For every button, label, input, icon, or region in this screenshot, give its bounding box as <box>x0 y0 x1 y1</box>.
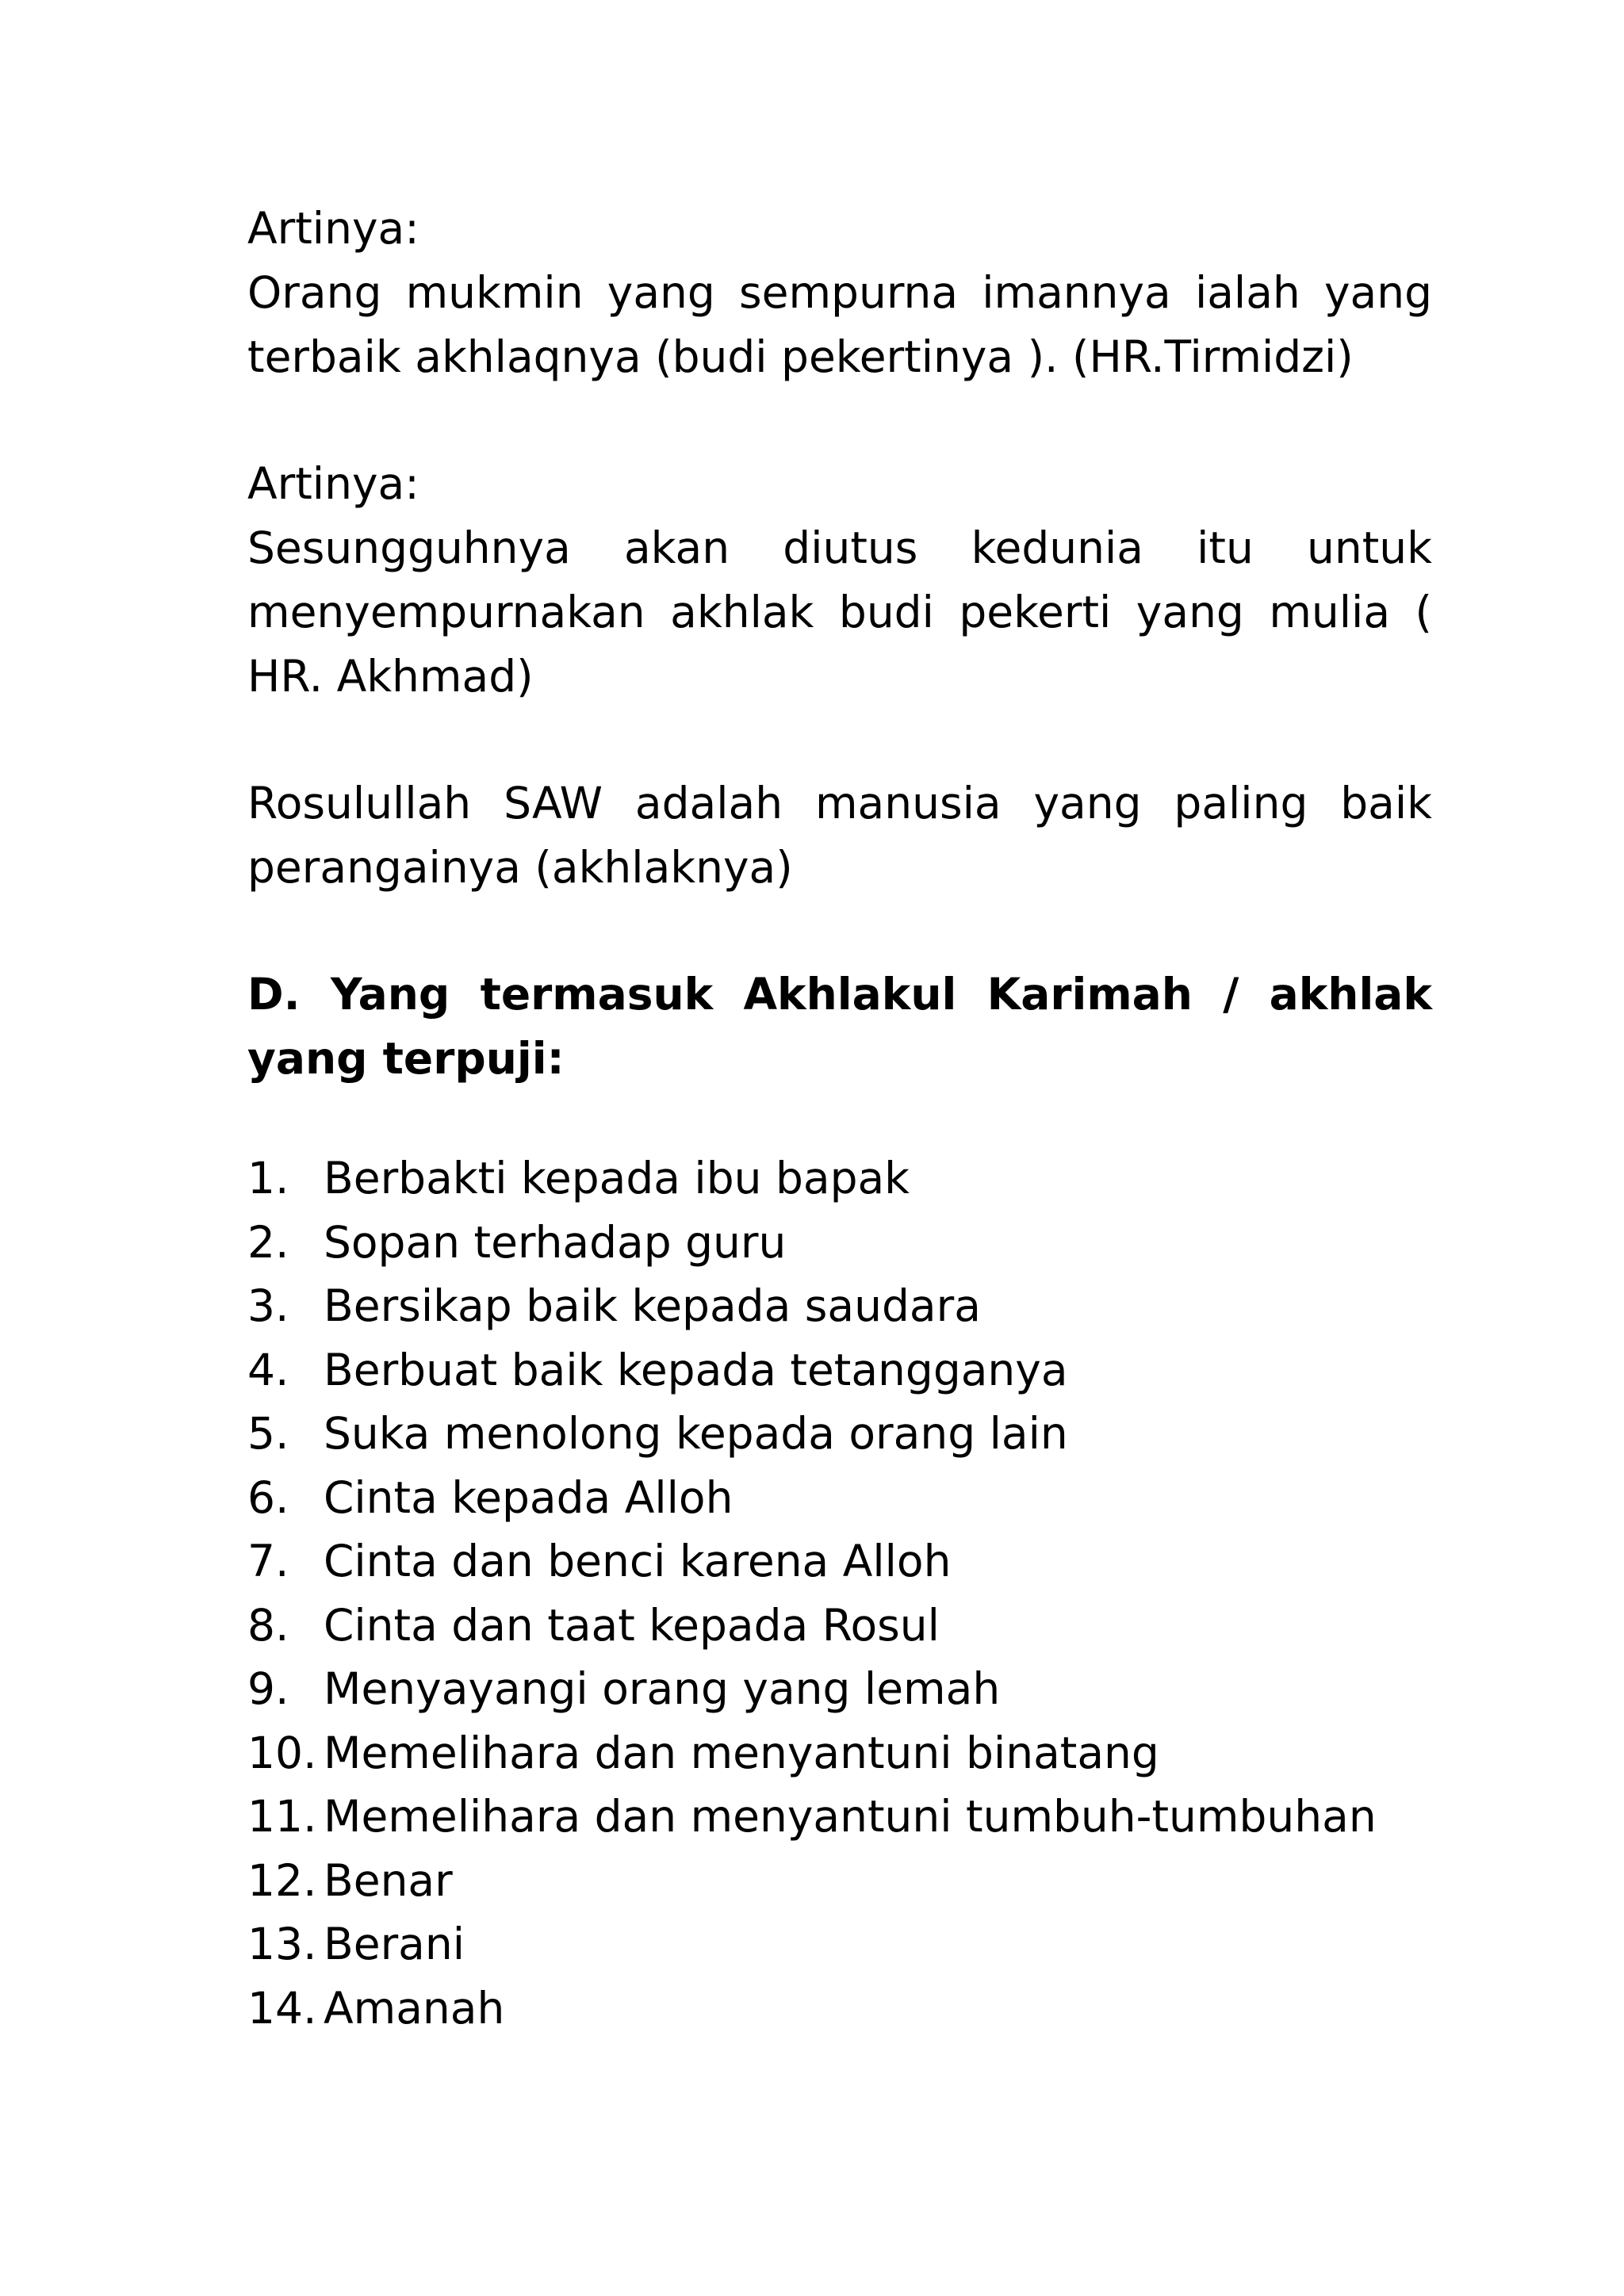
list-item-number: 5. <box>247 1408 289 1459</box>
list-item <box>247 1785 1432 1849</box>
list-item-text: Suka menolong kepada orang lain <box>324 1408 1068 1459</box>
list-item-text: Memelihara dan menyantuni binatang <box>324 1727 1159 1778</box>
list-item <box>247 1912 1432 1976</box>
list-item-number: 10. <box>247 1727 317 1778</box>
translation-text: Sesungguhnya akan diutus kedunia itu untuk menyempurnakan akhlak budi pekerti yang mulia ( HR. Akhmad) <box>247 522 1432 702</box>
list-item-number: 1. <box>247 1153 289 1203</box>
list-item-text: Cinta dan benci karena Alloh <box>324 1536 952 1586</box>
list-item <box>247 1849 1432 1913</box>
list-item <box>247 1529 1432 1594</box>
hadith-translation-2 <box>247 452 1432 709</box>
translation-label: Artinya: <box>247 203 419 254</box>
list-item <box>247 1146 1432 1211</box>
list-item-number: 6. <box>247 1471 289 1523</box>
list-item-text: Menyayangi orang yang lemah <box>324 1663 1001 1714</box>
list-item <box>247 1594 1432 1658</box>
list-item <box>247 1657 1432 1721</box>
list-item-text: Sopan terhadap guru <box>324 1216 787 1268</box>
translation-label: Artinya: <box>247 458 419 509</box>
list-item <box>247 1466 1432 1530</box>
list-item-number: 8. <box>247 1599 289 1651</box>
list-item-number: 13. <box>247 1919 317 1969</box>
translation-text: Orang mukmin yang sempurna imannya ialah yang terbaik akhlaqnya (budi pekertinya ). (HR.Tirmidzi) <box>247 267 1432 382</box>
akhlak-terpuji-list <box>247 1146 1432 2040</box>
list-item-text: Bersikap baik kepada saudara <box>324 1280 981 1331</box>
list-item-number: 4. <box>247 1344 289 1395</box>
hadith-translation-1 <box>247 197 1432 389</box>
list-item <box>247 1211 1432 1275</box>
list-item-number: 7. <box>247 1536 289 1586</box>
list-item-number: 11. <box>247 1791 317 1842</box>
list-item-text: Berbakti kepada ibu bapak <box>324 1153 910 1203</box>
list-item-text: Berani <box>324 1919 465 1969</box>
list-item <box>247 1402 1432 1466</box>
list-item-text: Cinta kepada Alloh <box>324 1471 733 1523</box>
list-item-text: Benar <box>324 1854 453 1906</box>
list-item-number: 3. <box>247 1280 289 1331</box>
list-item-number: 12. <box>247 1854 317 1906</box>
list-item-number: 14. <box>247 1982 317 2034</box>
list-item-text: Cinta dan taat kepada Rosul <box>324 1599 940 1651</box>
list-item-number: 2. <box>247 1216 289 1268</box>
list-item-number: 9. <box>247 1663 289 1714</box>
list-item <box>247 1274 1432 1338</box>
list-item <box>247 1721 1432 1785</box>
list-item <box>247 1338 1432 1402</box>
list-item-text: Berbuat baik kepada tetangganya <box>324 1344 1068 1395</box>
list-item <box>247 1976 1432 2041</box>
list-item-text: Memelihara dan menyantuni tumbuh-tumbuhan <box>324 1791 1377 1842</box>
rosulullah-paragraph: Rosulullah SAW adalah manusia yang paling baik perangainya (akhlaknya) <box>247 778 1432 893</box>
section-d-heading: D. Yang termasuk Akhlakul Karimah / akhlak yang terpuji: <box>247 969 1432 1084</box>
document-page <box>247 197 1432 2040</box>
list-item-text: Amanah <box>324 1982 505 2034</box>
